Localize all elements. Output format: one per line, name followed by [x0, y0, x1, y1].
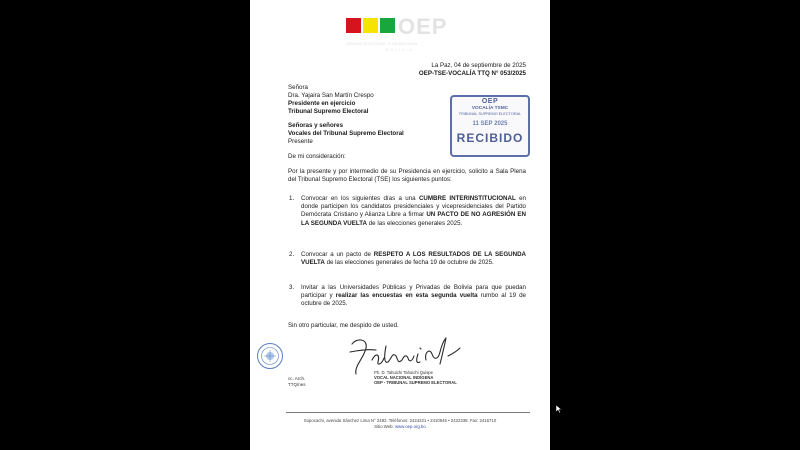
stamp-line2: VOCALÍA TSMC	[471, 106, 509, 111]
mouse-pointer-icon	[556, 405, 562, 413]
intro-paragraph: Por la presente y por intermedio de su Presidencia en ejercicio, solicito a Sala Plena del Tribunal Supremo Electoral (TSE) los siguientes puntos:	[288, 168, 526, 184]
signatory-title1: VOCAL NACIONAL INDÍGENA	[374, 375, 434, 380]
addressee-salutation: Señora	[288, 84, 308, 91]
closing-line: Sin otro particular, me despido de usted.	[288, 322, 399, 329]
logo-red-square	[346, 18, 361, 33]
stamp-line3: TRIBUNAL SUPREMO ELECTORAL	[458, 112, 522, 116]
cc-block	[288, 376, 306, 387]
list-item-text: Invitar a las Universidades Públicas y Privadas de Bolivia para que puedan participar y realizar las encuestas en esta segunda vuelta rumbo al 19 de octubre de 2025.	[301, 284, 526, 308]
logo-subtitle: ÓRGANO ELECTORAL PLURINACIONAL	[346, 42, 419, 46]
cc-line1: cc. Arch.	[288, 376, 306, 381]
signatory-name: Ph. D. Tahuichi Tahuichi Quispe	[374, 370, 433, 375]
logo-green-square	[380, 18, 395, 33]
official-seal-icon	[256, 342, 284, 370]
received-stamp	[450, 95, 530, 157]
list-item-number: 1.	[289, 195, 295, 202]
footer-divider	[286, 412, 530, 413]
addressee2-line2: Vocales del Tribunal Supremo Electoral	[288, 130, 404, 137]
letter-page	[250, 0, 550, 450]
logo-country: BOLIVIA	[386, 48, 414, 52]
list-item-text: Convocar en los siguientes días a una CUMBRE INTERINSTITUCIONAL en donde participen los candidatos presidenciales y vicepresidenciales del Partido Demócrata Cristiano y Alianza Libre a firmar UN PACTO DE NO AGRESIÓN EN LA SEGUNDA VUELTA de las elecciones generales 2025.	[301, 195, 526, 227]
footer-website: Sitio Web: www.oep.org.bo	[374, 423, 426, 429]
list-item-number: 3.	[289, 284, 295, 291]
addressee-name: Dra. Yajaira San Martín Crespo	[288, 92, 374, 99]
logo-yellow-square	[363, 18, 378, 33]
oep-logo	[346, 14, 466, 52]
stamp-line1: OEP	[481, 98, 499, 105]
footer	[250, 418, 550, 429]
addressee2-line1: Señoras y señores	[288, 122, 344, 129]
list-item-number: 2.	[289, 251, 295, 258]
website-link[interactable]: www.oep.org.bo	[394, 423, 426, 429]
place-date: La Paz, 04 de septiembre de 2025	[431, 62, 526, 69]
document-reference: OEP-TSE-VOCALÍA TTQ N° 053/2025	[418, 70, 526, 77]
list-item-text: Convocar a un pacto de RESPETO A LOS RESULTADOS DE LA SEGUNDA VUELTA de las elecciones generales de fecha 19 de octubre de 2025.	[301, 251, 526, 267]
signatory-title2: OEP - TRIBUNAL SUPREMO ELECTORAL	[374, 380, 457, 385]
signatory-block	[374, 370, 457, 385]
addressee2-line3: Presente	[288, 138, 313, 145]
stamp-received: RECIBIDO	[456, 131, 524, 145]
addressee-role: Presidente en ejercicio	[288, 100, 356, 107]
addressee-institution: Tribunal Supremo Electoral	[288, 108, 369, 115]
stamp-date: 11 SEP 2025	[472, 121, 508, 127]
greeting: De mi consideración:	[288, 153, 346, 160]
cc-line2: TTQ/nes	[288, 381, 306, 387]
logo-acronym: OEP	[398, 14, 448, 39]
footer-address: Sopocachi, avenida Sánchez Lima N° 2482. Teléfonos: 2424221 • 2410545 • 2422338. Fax: 2416710	[303, 418, 497, 423]
